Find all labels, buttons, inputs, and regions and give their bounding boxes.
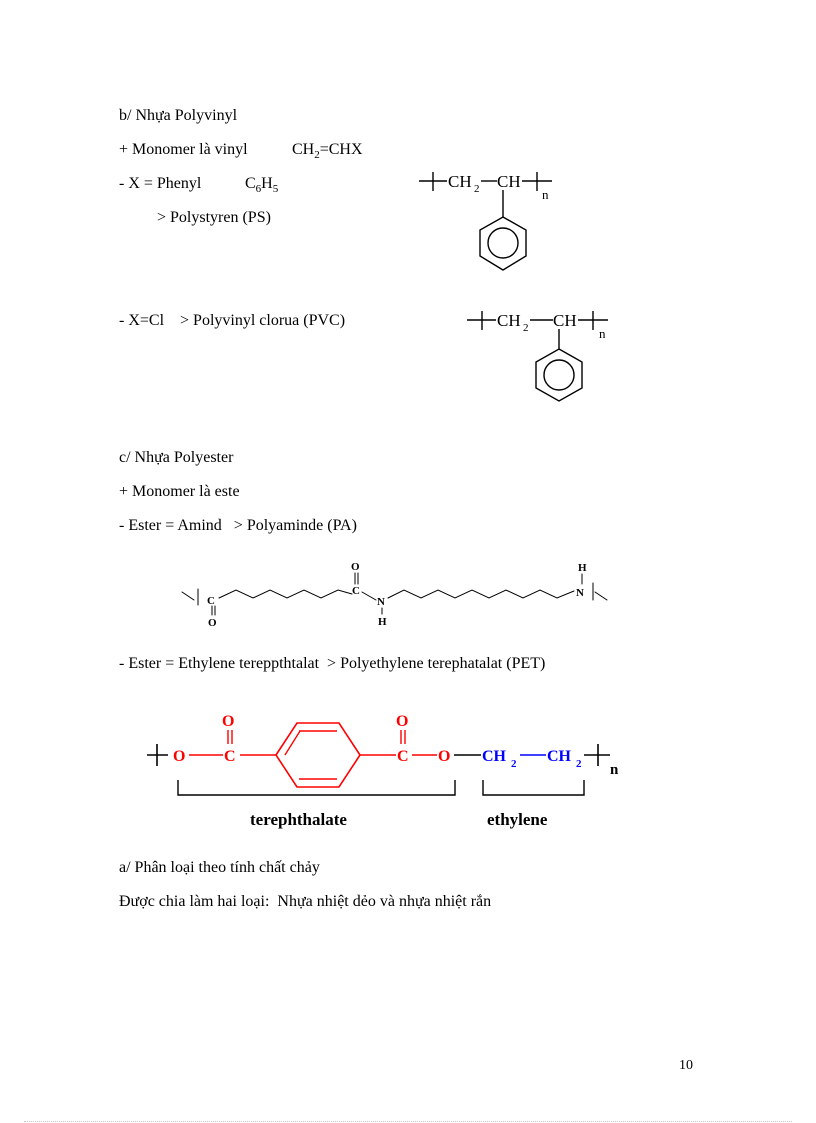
ps-ch2-label: CH — [448, 172, 472, 191]
pvc-benzene-circle — [544, 360, 574, 390]
terephthalate-bracket — [178, 780, 455, 795]
terephthalate-label: terephthalate — [250, 810, 347, 829]
pet-c1-label: C — [224, 748, 236, 765]
pet-c2-label: C — [397, 748, 409, 765]
ethylene-label: ethylene — [487, 810, 548, 829]
pa-h2-label: H — [578, 562, 587, 574]
pet-o4-label: O — [438, 748, 451, 765]
ps-benzene-circle — [488, 228, 518, 258]
pa-h1-label: H — [378, 616, 387, 628]
pet-o3-label: O — [396, 713, 409, 730]
section-c-heading: c/ Nhựa Polyester — [119, 449, 234, 466]
ester-monomer-line: + Monomer là este — [119, 483, 240, 500]
pvc-ch-label: CH — [553, 311, 577, 330]
ps-ch2-subscript: 2 — [474, 183, 480, 195]
pet-o1-label: O — [173, 748, 186, 765]
polyamide-line: - Ester = Amind > Polyaminde (PA) — [119, 517, 357, 534]
pet-ch2-2-subscript: 2 — [576, 758, 582, 770]
pa-n2-label: N — [576, 587, 584, 599]
ps-benzene-ring — [480, 217, 526, 270]
footer-divider — [24, 1121, 792, 1122]
pa-chain-1 — [219, 590, 352, 598]
phenyl-formula: $C_6H_5$ — [245, 175, 279, 196]
pet-ch2-1-subscript: 2 — [511, 758, 517, 770]
pvc-benzene-ring — [536, 349, 582, 401]
classification-line: Được chia làm hai loại: Nhựa nhiệt dẻo và nhựa nhiệt rắn — [119, 893, 492, 910]
pa-chain-2 — [388, 590, 574, 598]
section-a-heading: a/ Phân loại theo tính chất chảy — [119, 859, 320, 876]
pet-o2-label: O — [222, 713, 235, 730]
phenyl-line: - X = Phenyl — [119, 175, 202, 192]
ps-ch-label: CH — [497, 172, 521, 191]
vinyl-formula: $CH_2=CHX$ — [292, 141, 363, 162]
pa-c2-label: C — [352, 585, 360, 597]
pet-n-label: n — [610, 762, 619, 778]
pa-c1-label: C — [207, 595, 215, 607]
section-b-heading: b/ Nhựa Polyvinyl — [119, 107, 238, 124]
pvc-ch2-subscript: 2 — [523, 322, 529, 334]
pet-line: - Ester = Ethylene tereppthtalat > Polyethylene terephatalat (PET) — [119, 655, 546, 672]
pvc-line: - X=Cl > Polyvinyl clorua (PVC) — [119, 312, 346, 329]
pa-o1-label: O — [208, 617, 217, 629]
pet-ch2-2-label: CH — [547, 748, 571, 765]
ethylene-bracket — [483, 780, 584, 795]
pa-n1-label: N — [377, 596, 385, 608]
pvc-ch2-label: CH — [497, 311, 521, 330]
page-number: 10 — [679, 1058, 693, 1073]
vinyl-monomer-line: + Monomer là vinyl — [119, 141, 248, 158]
pa-o2-label: O — [351, 561, 360, 573]
pet-benzene-ring — [276, 723, 360, 787]
pet-ch2-1-label: CH — [482, 748, 506, 765]
polystyren-line: > Polystyren (PS) — [157, 209, 271, 226]
ps-n-label: n — [542, 187, 549, 202]
pvc-n-label: n — [599, 326, 606, 341]
